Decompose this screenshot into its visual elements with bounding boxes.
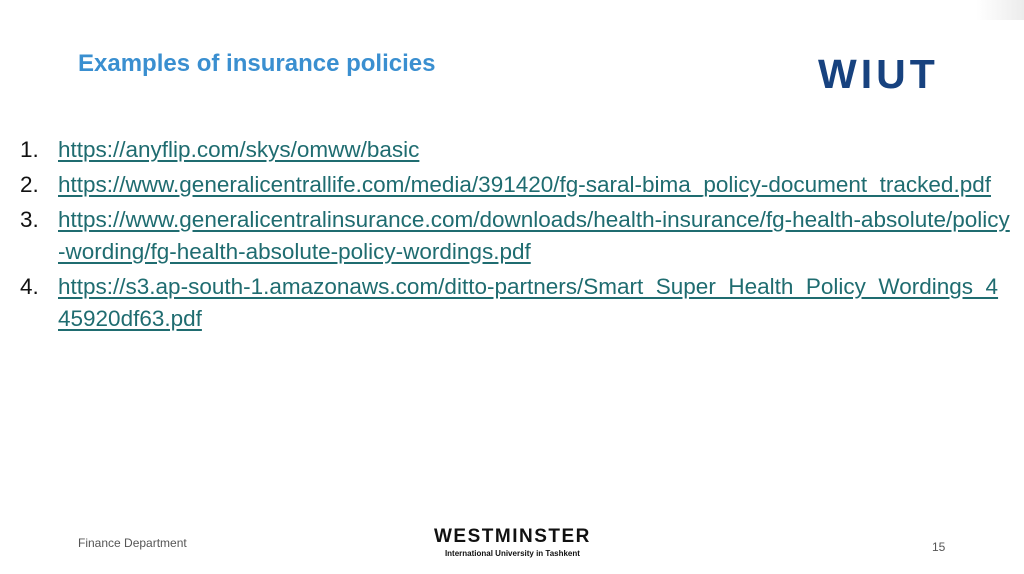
list-number: 4. <box>20 274 39 299</box>
link-generalicentralinsurance[interactable]: https://www.generalicentralinsurance.com/downloads/health-insurance/fg-health-absolute/policy-wording/fg-health-absolute-policy-wordings.pdf <box>58 207 1010 264</box>
westminster-logo-title: WESTMINSTER <box>434 526 591 547</box>
westminster-logo-subtitle: International University in Tashkent <box>444 549 580 558</box>
westminster-logo <box>434 526 591 560</box>
wiut-logo: WIUT <box>818 51 939 97</box>
list-number: 2. <box>20 172 39 197</box>
list-item <box>20 169 1010 201</box>
link-anyflip[interactable]: https://anyflip.com/skys/omww/basic <box>58 137 420 162</box>
footer-department: Finance Department <box>78 536 187 550</box>
page-number: 15 <box>932 540 946 554</box>
link-amazonaws[interactable]: https://s3.ap-south-1.amazonaws.com/ditto-partners/Smart_Super_Health_Policy_Wordings_445920df63.pdf <box>58 274 999 331</box>
slide-title: Examples of insurance policies <box>78 50 436 77</box>
list-number: 3. <box>20 207 39 232</box>
corner-shade <box>976 0 1024 20</box>
link-generalicentrallife[interactable]: https://www.generalicentrallife.com/media/391420/fg-saral-bima_policy-document_tracked.pdf <box>58 172 991 197</box>
list-number: 1. <box>20 137 39 162</box>
link-list <box>20 134 1010 338</box>
list-item <box>20 204 1010 268</box>
list-item <box>20 134 1010 166</box>
list-item <box>20 271 1010 335</box>
